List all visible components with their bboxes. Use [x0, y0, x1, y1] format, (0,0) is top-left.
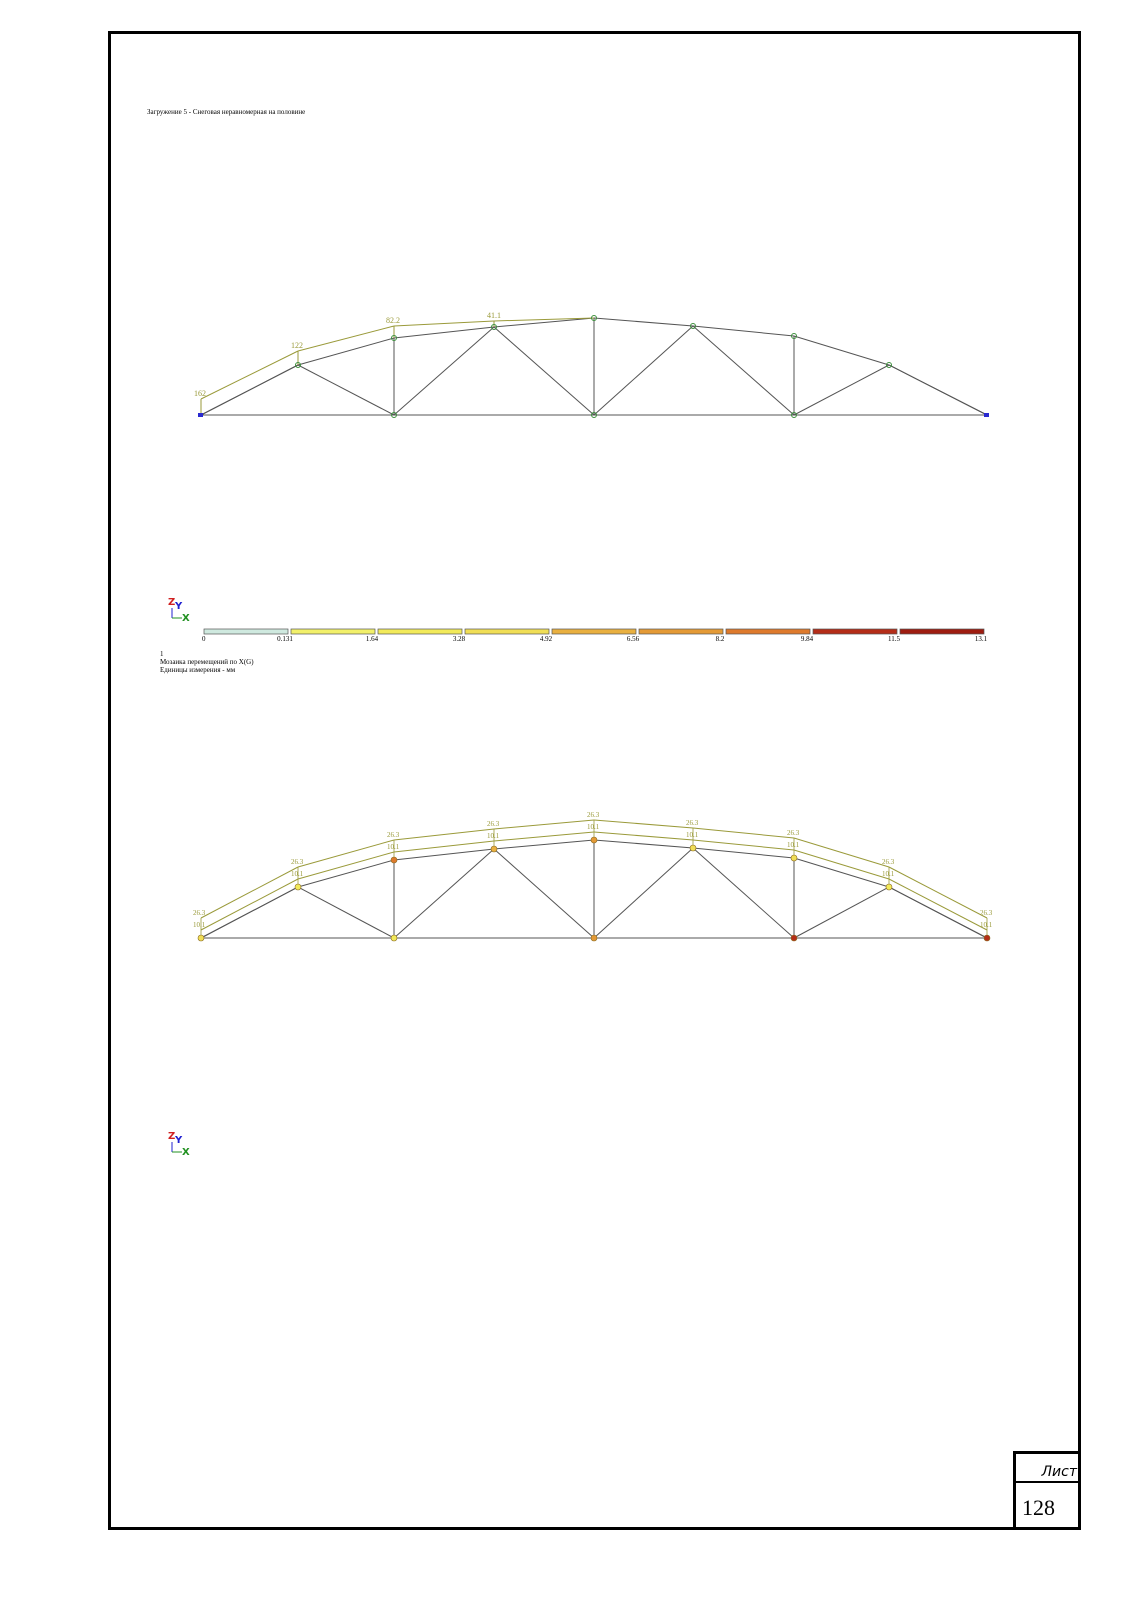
displacement-lower-label: 10.1: [787, 841, 800, 849]
legend-tick: 11.5: [888, 635, 900, 643]
axis-x-label: X: [182, 613, 190, 624]
displacement-outline: [201, 867, 298, 918]
displacement-outline: [693, 840, 794, 850]
displacement-outline: [201, 879, 298, 930]
web-member: [201, 887, 298, 938]
top-chord: [494, 840, 594, 849]
web-member: [494, 849, 594, 938]
displacement-outline: [889, 867, 987, 918]
displacement-lower-label: 10.1: [387, 843, 400, 851]
moment-label: 122: [291, 341, 303, 350]
displacement-lower-label: 10.1: [291, 870, 304, 878]
displacement-outline: [298, 852, 394, 879]
node-color-marker: [391, 857, 397, 863]
legend-title: Мозаика перемещений по X(G): [160, 658, 254, 666]
displacement-upper-label: 26.3: [882, 858, 895, 866]
web-member: [889, 887, 987, 938]
displacement-outline: [494, 820, 594, 829]
legend-tick: 3.28: [452, 635, 466, 643]
displacement-upper-label: 26.3: [686, 819, 699, 827]
title-block: [1013, 1451, 1081, 1530]
axis-z-label: Z: [168, 597, 176, 608]
axis-y-label-2: Y: [175, 1135, 183, 1146]
displacement-upper-label: 26.3: [487, 820, 500, 828]
displacement-lower-label: 10.1: [587, 823, 600, 831]
displacement-outline: [594, 820, 693, 828]
node-color-marker: [198, 935, 204, 941]
axis-z-label-2: Z: [168, 1131, 176, 1142]
displacement-outline: [394, 829, 494, 840]
displacement-outline: [794, 850, 889, 879]
axis-y-label: Y: [175, 601, 183, 612]
top-chord: [298, 860, 394, 887]
displacement-upper-label: 26.3: [787, 829, 800, 837]
node-color-marker: [491, 846, 497, 852]
node-color-marker: [791, 935, 797, 941]
legend-tick: 9.84: [800, 635, 814, 643]
web-member: [794, 887, 889, 938]
load-case-title: Загружение 5 - Снеговая неравномерная на половине: [147, 108, 306, 116]
legend-case-number: 1: [160, 650, 164, 658]
node-color-marker: [791, 855, 797, 861]
legend-tick: 4.92: [539, 635, 553, 643]
top-chord: [594, 840, 693, 848]
node-color-marker: [886, 884, 892, 890]
top-chord: [693, 848, 794, 858]
node-color-marker: [591, 837, 597, 843]
legend-tick: 0: [202, 635, 206, 643]
displacement-lower-label: 10.1: [686, 831, 699, 839]
node-color-marker: [295, 884, 301, 890]
node-color-marker: [591, 935, 597, 941]
legend-tick: 8.2: [715, 635, 725, 643]
displacement-upper-label: 26.3: [291, 858, 304, 866]
web-member: [693, 848, 794, 938]
node-color-marker: [984, 935, 990, 941]
legend-tick: 0.131: [277, 635, 293, 643]
web-member: [298, 887, 394, 938]
moment-label: 162: [194, 389, 206, 398]
legend-tick: 1.64: [365, 635, 379, 643]
node-color-marker: [690, 845, 696, 851]
displacement-upper-label: 26.3: [193, 909, 206, 917]
displacement-lower-label: 10.1: [487, 832, 500, 840]
displacement-lower-label: 10.1: [980, 921, 993, 929]
sheet-number: 128: [1022, 1495, 1055, 1520]
axis-x-label-2: X: [182, 1147, 190, 1158]
sheet-label: Лист: [1016, 1454, 1081, 1483]
displacement-upper-label: 26.3: [387, 831, 400, 839]
legend-units: Единицы измерения - мм: [160, 666, 236, 674]
moment-label: 41.1: [487, 311, 501, 320]
legend-tick: 13.1: [974, 635, 988, 643]
node-color-marker: [391, 935, 397, 941]
displacement-outline: [889, 879, 987, 930]
displacement-outline: [594, 832, 693, 840]
displacement-outline: [693, 828, 794, 838]
displacement-outline: [494, 832, 594, 841]
displacement-outline: [298, 840, 394, 867]
legend-tick: 6.56: [626, 635, 640, 643]
web-member: [394, 849, 494, 938]
displacement-lower-label: 10.1: [193, 921, 206, 929]
displacement-lower-label: 10.1: [882, 870, 895, 878]
displacement-upper-label: 26.3: [980, 909, 993, 917]
displacement-upper-label: 26.3: [587, 811, 600, 819]
web-member: [594, 848, 693, 938]
axis-triad-icon-2: [168, 1130, 198, 1160]
moment-label: 82.2: [386, 316, 400, 325]
